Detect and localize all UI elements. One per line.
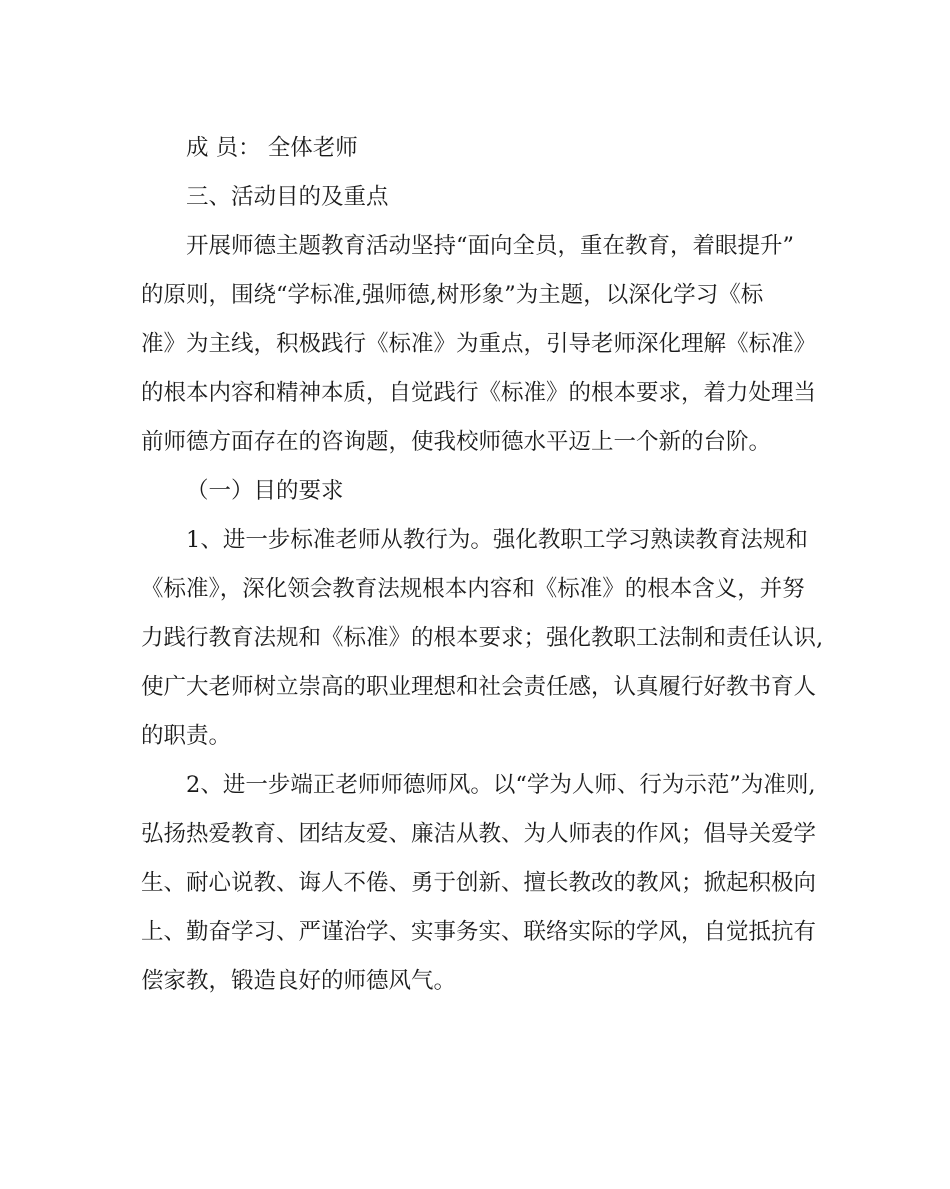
paragraph-line: 弘扬热爱教育、团结友爱、廉洁从教、为人师表的作风；倡导关爱学 [141,821,817,847]
paragraph-line: 2、进一步端正老师师德师风。以“学为人师、行为示范”为准则, [186,772,816,798]
members-line: 成 员： 全体老师 [186,135,358,161]
paragraph-line: 准》为主线，积极践行《标准》为重点，引导老师深化理解《标准》 [141,331,817,357]
paragraph-line: 的根本内容和精神本质，自觉践行《标准》的根本要求，着力处理当 [141,380,817,406]
paragraph-line: 前师德方面存在的咨询题，使我校师德水平迈上一个新的台阶。 [141,429,772,455]
paragraph-line: 上、勤奋学习、严谨治学、实事务实、联络实际的学风，自觉抵抗有 [141,919,817,945]
paragraph-line: 使广大老师树立崇高的职业理想和社会责任感，认真履行好教书育人 [141,674,817,700]
subsection-heading: （一）目的要求 [186,478,344,504]
paragraph-line: 1、进一步标准老师从教行为。强化教职工学习熟读教育法规和 [186,527,808,553]
paragraph-line: 生、耐心说教、诲人不倦、勇于创新、擅长教改的教风；掀起积极向 [141,870,817,896]
paragraph-line: 偿家教，锻造良好的师德风气。 [141,968,457,994]
paragraph-line: 《标准》，深化领会教育法规根本内容和《标准》的根本含义，并努 [141,576,805,602]
paragraph-line: 开展师德主题教育活动坚持“面向全员，重在教育，着眼提升” [186,233,795,259]
paragraph-line: 力践行教育法规和《标准》的根本要求；强化教职工法制和责任认识, [141,625,824,651]
paragraph-line: 的原则，围绕“学标准,强师德,树形象”为主题，以深化学习《标 [141,282,764,308]
section-heading: 三、活动目的及重点 [186,184,389,210]
paragraph-line: 的职责。 [141,723,232,749]
